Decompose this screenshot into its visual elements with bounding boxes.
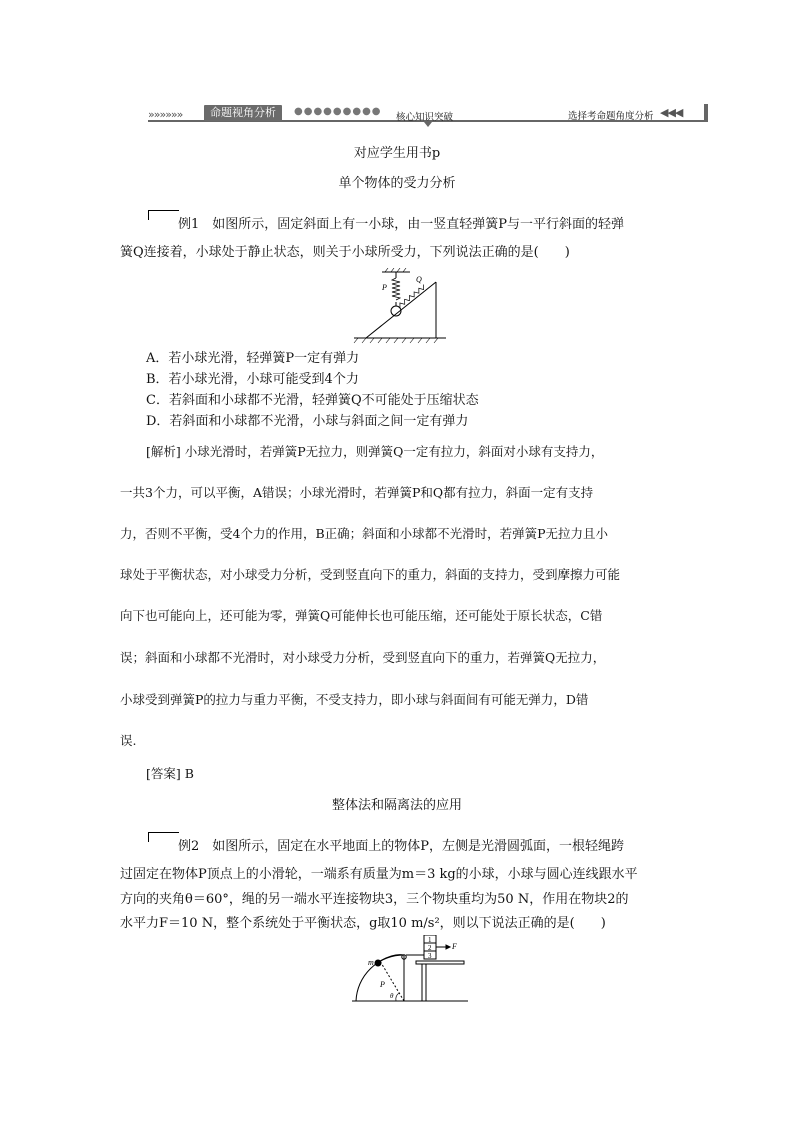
figure-label-q: Q [416, 275, 422, 284]
option-a: A．若小球光滑，轻弹簧P一定有弹力 [146, 351, 360, 366]
analysis-line-8: 误. [120, 733, 137, 748]
analysis-line-4: 球处于平衡状态，对小球受力分析，受到竖直向下的重力，斜面的支持力，受到摩擦力可能 [120, 567, 621, 582]
analysis-line-6: 误；斜面和小球都不光滑时，对小球受力分析，受到竖直向下的重力，若弹簧Q无拉力， [120, 650, 606, 665]
header-right-arrows: ◀◀◀ [660, 106, 683, 119]
example-2-line-2: 过固定在物体P顶点上的小滑轮，一端系有质量为m＝3 kg的小球，小球与圆心连线跟水平 [120, 867, 638, 882]
example-1-line-2: 簧Q连接着，小球处于静止状态，则关于小球所受力，下列说法正确的是( ) [120, 245, 570, 260]
analysis-line-1: [解析] 小球光滑时，若弹簧P无拉力，则弹簧Q一定有拉力，斜面对小球有支持力， [146, 444, 604, 459]
header-left-arrows: »»»»»» [148, 108, 183, 121]
page-header [148, 104, 708, 126]
option-c: C．若斜面和小球都不光滑，轻弹簧Q不可能处于压缩状态 [146, 393, 479, 408]
header-section-tag: 命题视角分析 [204, 105, 282, 121]
block-label-2: 2 [428, 944, 432, 952]
incline-spring-figure [352, 268, 448, 344]
option-d: D．若斜面和小球都不光滑，小球与斜面之间一定有弹力 [146, 414, 469, 429]
mass-label-m: m [368, 958, 374, 967]
force-label-f: F [452, 942, 457, 951]
block-label-1: 1 [428, 936, 432, 944]
object-label-p: P [380, 980, 385, 989]
arc-pulley-figure [350, 935, 470, 1007]
example-2-line-3: 方向的夹角θ＝60°，绳的另一端水平连接物块3，三个物块重均为50 N，作用在物块2的 [120, 892, 629, 907]
topic-title-2: 整体法和隔离法的应用 [331, 798, 462, 813]
topic-title-1: 单个物体的受力分析 [338, 176, 456, 191]
header-dots: ●●●●●●●●● [294, 106, 382, 117]
header-end-bar [704, 104, 708, 122]
figure-label-p: P [382, 283, 387, 292]
example-2-line-1: 例2 如图所示，固定在水平地面上的物体P，左侧是光滑圆弧面，一根轻绳跨 [178, 839, 625, 854]
block-label-3: 3 [428, 952, 432, 960]
analysis-line-7: 小球受到弹簧P的拉力与重力平衡，不受支持力，即小球与斜面间有可能无弹力，D错 [120, 692, 589, 707]
example-1-marker [148, 210, 179, 220]
reference-line: 对应学生用书p [353, 146, 441, 161]
example-1-line-1: 例1 如图所示，固定斜面上有一小球，由一竖直轻弹簧P与一平行斜面的轻弹 [178, 217, 625, 232]
angle-label-theta: θ [390, 992, 394, 1000]
answer-line: [答案] B [146, 766, 194, 781]
header-middle-title: 核心知识突破 [396, 112, 454, 123]
example-2-line-4: 水平力F＝10 N，整个系统处于平衡状态，g取10 m/s²，则以下说法正确的是( ) [120, 916, 606, 931]
option-b: B．若小球光滑，小球可能受到4个力 [146, 372, 359, 387]
example-2-marker [148, 832, 179, 842]
header-right-title: 选择考命题角度分析 [568, 111, 654, 122]
analysis-line-5: 向下也可能向上，还可能为零，弹簧Q可能伸长也可能压缩，还可能处于原长状态，C错 [120, 608, 603, 623]
header-marker-icon [424, 122, 432, 127]
analysis-line-3: 力，否则不平衡，受4个力的作用，B正确；斜面和小球都不光滑时，若弹簧P无拉力且小 [120, 526, 609, 541]
analysis-line-2: 一共3个力，可以平衡，A错误；小球光滑时，若弹簧P和Q都有拉力，斜面一定有支持 [120, 485, 594, 500]
